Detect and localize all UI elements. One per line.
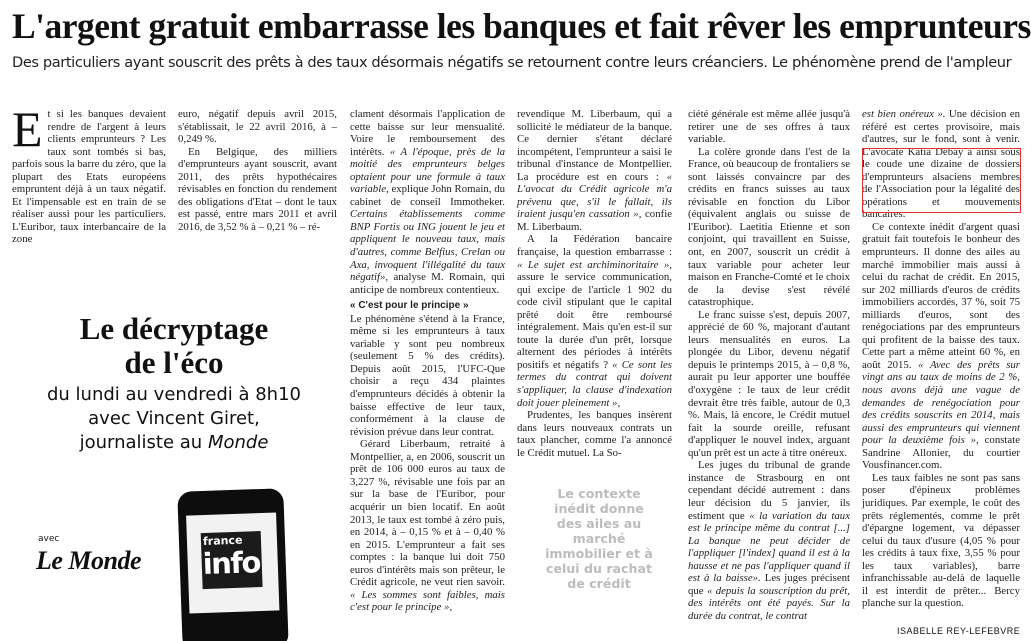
highlight-box bbox=[862, 148, 1021, 213]
franceinfo-logo: france info bbox=[201, 531, 263, 589]
drop-cap: E bbox=[12, 101, 43, 157]
ad-schedule: du lundi au vendredi à 8h10 bbox=[47, 384, 301, 405]
article-column-5 bbox=[688, 108, 850, 622]
paragraph: Les taux faibles ne sont pas sans poser d'épineux problèmes juridiques. Par exemple, le coût des prêts réglementés, comme le prêt d'épargne logement, va dépasser celui du taux d'usure (4,05 % pour les crédits à taux fixe, 3,55 % pour les taux variables), barre infranchissable au-delà de laquelle il est interdit de prêter... Bercy planche sur la question. bbox=[862, 471, 1020, 610]
ad-host-role: journaliste au Monde bbox=[79, 432, 269, 453]
paragraph: revendique M. Liberbaum, qui a sollicité le médiateur de la banque. Ce dernier s'étant déclaré incompétent, l'emprunteur a saisi le tribunal d'instance de Montpellier. La procédure est en cours : « L'avocat du Crédit agricole m'a prévenu que, s'il le fallait, ils iraient jusqu'en cassation », confie M. Liberbaum. bbox=[517, 108, 672, 233]
byline: ISABELLE REY-LEFEBVRE bbox=[897, 626, 1021, 636]
headline: L'argent gratuit embarrasse les banques et fait rêver les emprunteurs bbox=[12, 6, 1031, 46]
article-column-2 bbox=[178, 108, 337, 233]
article-column-1 bbox=[12, 101, 166, 246]
section-subhead: « C'est pour le principe » bbox=[350, 300, 469, 312]
pull-quote: Le contexte inédit donne des ailes au marché immobilier et à celui du rachat de crédit bbox=[545, 486, 653, 591]
ad-title: Le décryptage de l'éco bbox=[79, 311, 269, 380]
advertisement[interactable] bbox=[10, 300, 338, 641]
paragraph: euro, négatif depuis avril 2015, s'établissait, le 22 avril 2016, à – 0,249 %. bbox=[178, 108, 337, 146]
paragraph: Prudentes, les banques insèrent dans leurs nouveaux contrats un taux plancher, comme l'a annoncé le Crédit mutuel. La So- bbox=[517, 409, 672, 459]
paragraph: clament désormais l'application de cette baisse sur leur mensualité. Voire le remboursement des intérêts. « A l'époque, près de la moitié des emprunteurs belges optaient pour une formule à taux variable, explique John Romain, du cabinet de conseil Immotheker. Certains établissements comme BNP Fortis ou ING jouent le jeu et appliquent le nouveau taux, mais d'autres, comme Belfius, Crelan ou Axa, invoquent l'illégalité du taux négatif», analyse M. Romain, qui anticipe de nombreux contentieux. bbox=[350, 108, 506, 296]
paragraph: La colère gronde dans l'est de la France, où beaucoup de frontaliers se sont laissés convaincre par des crédits en francs suisses au taux révisable en fonction du Libor (équivalent anglais ou suisse de l'Euribor). Laetitia Etienne et son conjoint, qui travaillent en Suisse, ont, en 2007, souscrit un crédit à taux variable pour acheter leur maison en Franche-Comté et le choix de la devise s'est révélé catastrophique. bbox=[688, 145, 850, 309]
subtitle: Des particuliers ayant souscrit des prêts à des taux désormais négatifs se retournent contre leurs créanciers. Le phénomène prend de l'ampleur bbox=[12, 54, 1012, 71]
paragraph: ciété générale est même allée jusqu'à retirer une de ses offres à taux variable. bbox=[688, 108, 850, 146]
paragraph: Gérard Liberbaum, retraité à Montpellier, a, en 2006, souscrit un prêt de 106 000 euros au taux de 3,227 %, révisable une fois par an sur la base de l'Euribor, pour acquérir un bien locatif. En août 2013, le taux est tombé à zéro puis, en 2014, à – 0,15 % et à – 0,40 % en 2015. L'emprunteur a fait ses comptes : la banque lui doit 750 euros d'intérêts mais son prêteur, le Crédit agricole, ne veut rien savoir. « Les sommes sont faibles, mais c'est pour le principe », bbox=[350, 438, 505, 614]
paragraph: Et si les banques devaient rendre de l'argent à leurs clients emprunteurs ? Les taux sont tombés si bas, parfois sous la barre du zéro, que la plupart des Etats européens empruntent déjà à un taux négatif. Et l'impensable est en train de se réaliser aussi pour les particuliers. L'Euribor, taux interbancaire de la zone bbox=[12, 101, 166, 246]
ad-host: avec Vincent Giret, bbox=[88, 408, 260, 429]
paragraph: Les juges du tribunal de grande instance de Strasbourg en ont cependant décidé autrement : dans leur décision du 5 janvier, ils estiment que « la variation du taux est le principe même du contrat [...] La banque ne peut décider de l'appliquer [l'index] quand il est à la hausse et ne pas l'appliquer quand il est à la baisse». Les juges précisent que « depuis la souscription du prêt, des intérêts ont été payés. Sur la durée du contrat, le contrat bbox=[688, 459, 851, 622]
article-column-4 bbox=[517, 108, 672, 459]
ad-avec-label: avec bbox=[38, 534, 60, 544]
article-column-3 bbox=[350, 108, 505, 614]
le-monde-logo: Le Monde bbox=[36, 546, 142, 575]
paragraph: est bien onéreux ». Une décision en référé est certes provisoire, mais d'autres, sur le fond, sont à venir. L'avocate Katia Debay a ainsi sous le coude une dizaine de dossiers d'emprunteurs alsaciens membres de l'Association pour la légalité des opérations et mouvements bancaires. bbox=[862, 108, 1021, 221]
paragraph: Ce contexte inédit d'argent quasi gratuit fait toutefois le bonheur des emprunteurs. Il donne des ailes au marché immobilier mais aussi à celui du rachat de crédit. En 2015, sur 202 milliards d'euros de crédits immobiliers accordés, 37 %, soit 75 milliards d'euros, sont des renégociations par des emprunteurs qui profitent de la baisse des taux. Cette part a même atteint 60 %, en août 2015. « Avec des prêts sur vingt ans au taux de moins de 2 %, nous avons déjà une vague de demandes de renégociation pour des crédits souscrits en 2014, mais aussi des emprunteurs qui viennent pour la deuxième fois », constate Sandrine Allonier, du courtier Vousfinancer.com. bbox=[862, 220, 1020, 472]
paragraph: Le phénomène s'étend à la France, même si les emprunteurs à taux variable y sont peu nombreux (seulement 5 % des crédits). Depuis août 2015, l'UFC-Que choisir a reçu 434 plaintes d'emprunteurs décidés à obtenir la baisse effective de leur taux, conformément à la clause de révision prévue dans leur contrat. bbox=[350, 312, 505, 438]
paragraph: Le franc suisse s'est, depuis 2007, apprécié de 60 %, majorant d'autant leurs mensualités en euros. La plongée du Libor, devenu négatif depuis le printemps 2015, à – 0,8 %, aurait pu leur apporter une bouffée d'oxygène : le taux de leur crédit devrait être très faible, autour de 0,3 %. Mais, là encore, le Crédit mutuel fait la sourde oreille, refusant d'appliquer le nouvel index, arguant qu'un prêt est un acte à titre onéreux. bbox=[688, 308, 850, 459]
paragraph: En Belgique, des milliers d'emprunteurs ayant souscrit, avant 2011, des prêts hypothécaires révisables en fonction du rendement des obligations d'Etat – dont le taux est passé, entre mars 2011 et avril 2016, de 3,52 % à – 0,21 % – ré- bbox=[178, 145, 337, 233]
smartphone-image bbox=[177, 488, 289, 641]
paragraph: A la Fédération bancaire française, la question embarrasse : « Le sujet est archiminoritaire », assure le service communication, qui excipe de l'article 1 902 du code civil stipulant que le capital prêté doit être remboursé intégralement. Mais qu'en est-il sur toute la durée d'un prêt, lorsque alternent des périodes à intérêts positifs et négatifs ? « Ce sont les termes du contrat qui doivent s'appliquer, la clause d'indexation doit jouer pleinement », bbox=[517, 233, 673, 409]
